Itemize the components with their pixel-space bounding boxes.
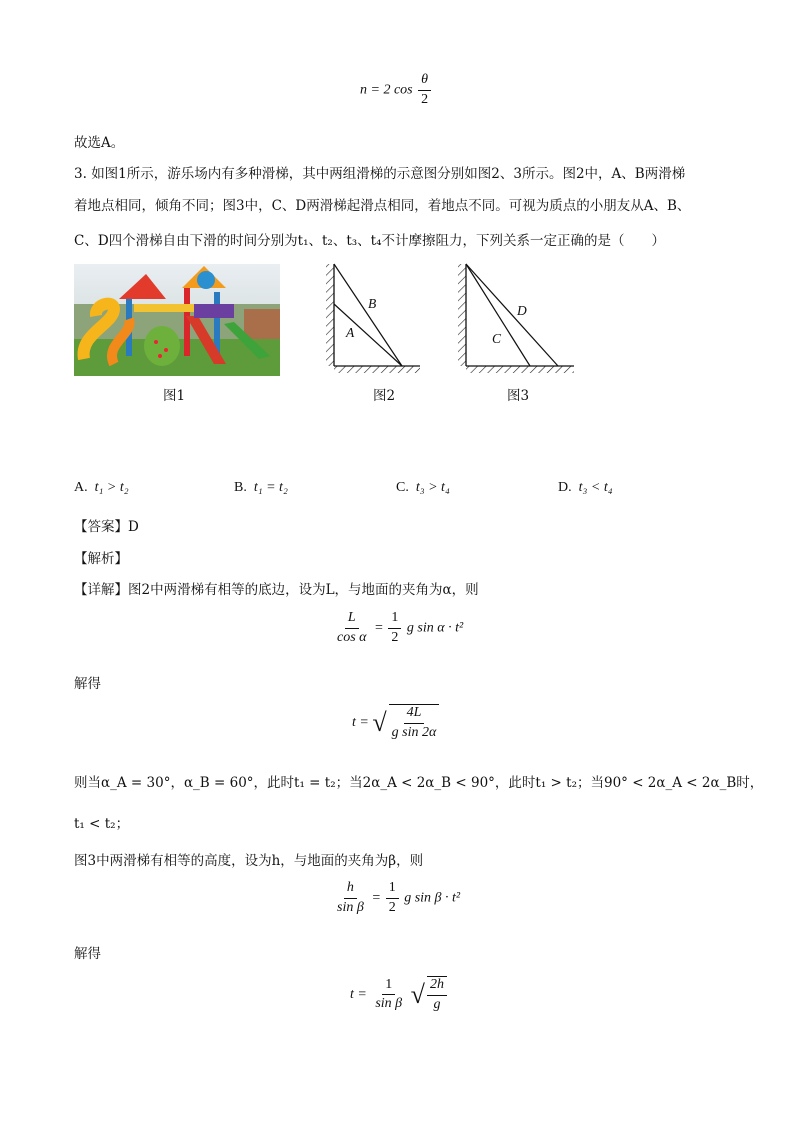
equation-2 — [352, 704, 441, 742]
eq1-rhs: g sin α · t² — [406, 620, 464, 636]
top-formula-num: θ — [418, 72, 431, 91]
eq1-num: L — [345, 610, 359, 629]
fig2-label-a: A — [346, 325, 355, 340]
equation-4 — [350, 976, 449, 1014]
eq1-half-num: 1 — [388, 610, 401, 629]
detail-line-4: 图3中两滑梯有相等的高度，设为h，与地面的夹角为β，则 — [74, 853, 424, 869]
sqrt-symbol-2: √ — [410, 979, 425, 1009]
option-a-text: t₁ > t₂ — [94, 480, 129, 495]
answer-tag: 【答案】 — [74, 519, 128, 535]
sqrt-symbol: √ — [372, 707, 387, 737]
eq4-sqrt — [411, 976, 449, 1014]
detail-line-2: 则当α_A = 30°，α_B = 60°，此时t₁ = t₂；当2α_A < 2α_B < 90°，此时t₁ > t₂；当90° < 2α_A < 2α_B时， — [74, 775, 764, 791]
detail-text-1: 图2中两滑梯有相等的底边，设为L，与地面的夹角为α，则 — [128, 582, 479, 598]
option-a-letter: A. — [74, 480, 88, 495]
fig1-caption: 图1 — [163, 388, 186, 404]
eq4-den1: sin β — [375, 996, 403, 1012]
detail-tag: 【详解】 — [74, 582, 128, 598]
option-c-text: t₃ > t₄ — [415, 480, 450, 495]
eq1-equals: = — [375, 620, 383, 636]
eq2-num: 4L — [404, 705, 425, 724]
eq4-num2: 2h — [427, 977, 447, 996]
top-formula — [360, 72, 433, 109]
eq2-lhs: t = — [352, 715, 369, 731]
option-c-letter: C. — [396, 480, 409, 495]
option-d-text: t₃ < t₄ — [578, 480, 613, 495]
eq1-den: cos α — [337, 629, 367, 645]
fig3-label-d: D — [517, 303, 527, 318]
option-a[interactable] — [74, 480, 129, 496]
answer-line — [74, 515, 139, 535]
eq1-half-den: 2 — [391, 629, 399, 645]
figure-2-diagram — [322, 262, 422, 374]
eq2-sqrt — [372, 704, 441, 742]
equation-3 — [332, 880, 460, 917]
fig3-caption: 图3 — [507, 388, 530, 404]
question-line-2: 着地点相同，倾角不同；图3中，C、D两滑梯起滑点相同，着地点不同。可视为质点的小朋友从A、B、 — [74, 198, 691, 214]
eq2-den: g sin 2α — [391, 724, 437, 740]
option-c[interactable] — [396, 480, 450, 496]
detail-line-1 — [74, 578, 479, 598]
answer-value: D — [128, 519, 139, 535]
eq4-num1: 1 — [382, 977, 395, 996]
fig3-label-c: C — [492, 331, 502, 346]
question-number: 3. — [74, 166, 87, 182]
equation-1 — [332, 610, 463, 647]
prev-answer: 故选A。 — [74, 135, 125, 151]
eq3-half-den: 2 — [388, 899, 396, 915]
option-b[interactable] — [234, 480, 288, 496]
option-d-letter: D. — [558, 480, 572, 495]
figure-3-diagram — [454, 262, 578, 374]
top-formula-den: 2 — [421, 91, 429, 107]
option-b-letter: B. — [234, 480, 247, 495]
option-b-text: t₁ = t₂ — [253, 480, 288, 495]
fig2-caption: 图2 — [373, 388, 396, 404]
question-line-3: C、D四个滑梯自由下滑的时间分别为t₁、t₂、t₃、t₄不计摩擦阻力，下列关系一定正确的是（ ） — [74, 233, 665, 249]
eq4-den2: g — [433, 996, 441, 1012]
eq3-rhs: g sin β · t² — [404, 890, 461, 906]
eq3-num: h — [344, 880, 357, 899]
option-d[interactable] — [558, 480, 613, 496]
question-line-1 — [74, 162, 685, 182]
fig2-label-b: B — [368, 296, 377, 311]
detail-line-3: t₁ < t₂； — [74, 816, 130, 832]
solve-1: 解得 — [74, 676, 101, 692]
eq3-equals: = — [372, 890, 381, 906]
question-text-1: 如图1所示，游乐场内有多种滑梯，其中两组滑梯的示意图分别如图2、3所示。图2中，A、B两滑梯 — [91, 166, 686, 182]
top-formula-lhs: n = 2 cos — [360, 82, 413, 98]
solve-2: 解得 — [74, 946, 101, 962]
eq4-lhs: t = — [350, 987, 367, 1003]
eq3-den: sin β — [337, 899, 364, 915]
analysis-tag: 【解析】 — [74, 551, 128, 567]
playground-photo — [74, 264, 280, 376]
eq3-half-num: 1 — [386, 880, 399, 899]
